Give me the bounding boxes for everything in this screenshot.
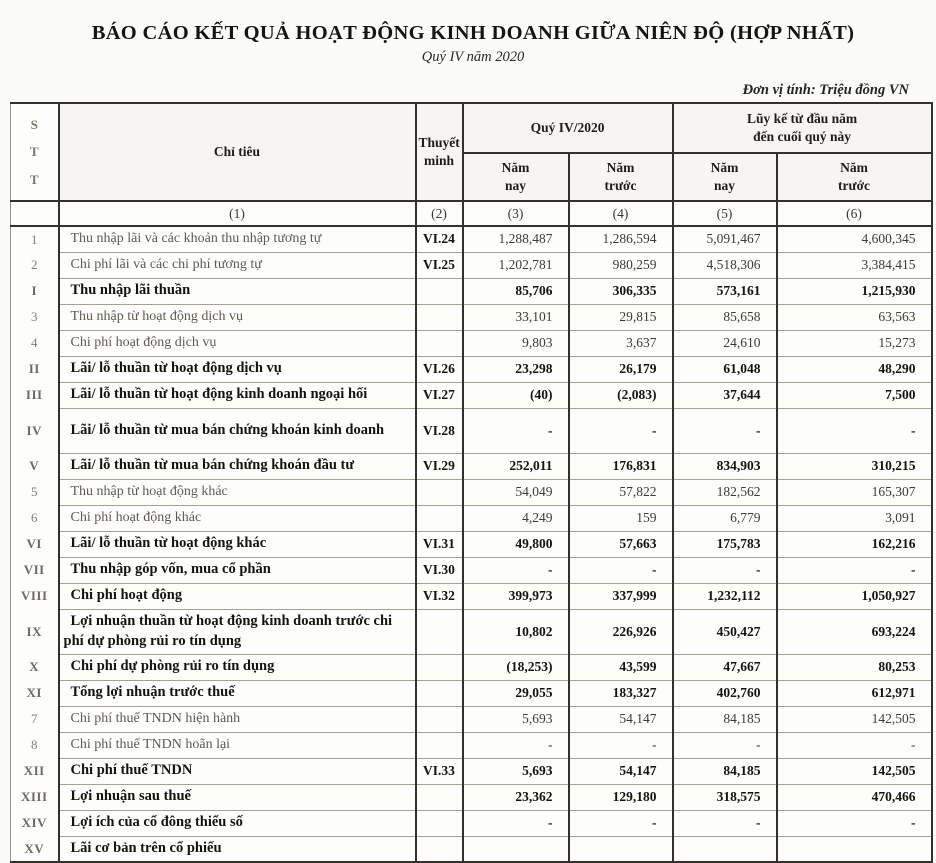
row-value-ytd-prior: 3,384,415	[777, 252, 932, 278]
row-value-quarter-prior: (2,083)	[569, 382, 673, 408]
table-row	[11, 505, 932, 531]
row-note	[416, 278, 463, 304]
row-stt: 7	[11, 706, 59, 732]
header-stt: S T T	[11, 103, 59, 201]
row-stt: 1	[11, 226, 59, 252]
row-note: VI.27	[416, 382, 463, 408]
row-note	[416, 654, 463, 680]
row-note: VI.33	[416, 758, 463, 784]
row-value-quarter-prior: 306,335	[569, 278, 673, 304]
table-row	[11, 557, 932, 583]
row-stt: XIII	[11, 784, 59, 810]
col-number-2: (2)	[416, 201, 463, 226]
column-number-row	[11, 201, 932, 226]
unit-note: Đơn vị tính: Triệu đồng VN	[742, 82, 909, 98]
row-note	[416, 479, 463, 505]
table-row	[11, 583, 932, 609]
row-value-quarter-current: 29,055	[463, 680, 569, 706]
row-value-quarter-current: 23,362	[463, 784, 569, 810]
table-row	[11, 732, 932, 758]
row-note	[416, 784, 463, 810]
row-stt: 2	[11, 252, 59, 278]
row-value-quarter-current: (40)	[463, 382, 569, 408]
row-value-ytd-prior: 1,215,930	[777, 278, 932, 304]
row-note: VI.25	[416, 252, 463, 278]
row-value-ytd-current: 834,903	[673, 453, 777, 479]
row-stt: XV	[11, 836, 59, 862]
row-stt: IV	[11, 408, 59, 453]
row-stt: IX	[11, 609, 59, 654]
row-value-ytd-prior: 142,505	[777, 758, 932, 784]
row-value-quarter-prior: 57,822	[569, 479, 673, 505]
row-value-quarter-current: 85,706	[463, 278, 569, 304]
row-value-quarter-prior: 54,147	[569, 758, 673, 784]
row-label: Lãi/ lỗ thuần từ hoạt động dịch vụ	[59, 356, 416, 382]
row-stt: 5	[11, 479, 59, 505]
row-label: Lãi/ lỗ thuần từ hoạt động khác	[59, 531, 416, 557]
row-value-quarter-current: 4,249	[463, 505, 569, 531]
table-row	[11, 836, 932, 862]
row-value-quarter-prior: 226,926	[569, 609, 673, 654]
row-value-quarter-current: (18,253)	[463, 654, 569, 680]
row-note: VI.29	[416, 453, 463, 479]
row-value-quarter-current: 9,803	[463, 330, 569, 356]
row-value-quarter-current: 49,800	[463, 531, 569, 557]
row-note	[416, 706, 463, 732]
row-value-quarter-prior: 54,147	[569, 706, 673, 732]
row-value-ytd-prior	[777, 836, 932, 862]
table-row	[11, 304, 932, 330]
row-value-ytd-current: 61,048	[673, 356, 777, 382]
row-stt: III	[11, 382, 59, 408]
row-stt: 4	[11, 330, 59, 356]
row-note	[416, 680, 463, 706]
row-stt: VII	[11, 557, 59, 583]
table-row	[11, 382, 932, 408]
row-value-ytd-current: 5,091,467	[673, 226, 777, 252]
header-empty-cell	[11, 201, 59, 226]
row-label: Lợi ích của cổ đông thiểu số	[59, 810, 416, 836]
row-value-quarter-current: 1,288,487	[463, 226, 569, 252]
table-row	[11, 531, 932, 557]
header-chi-tieu: Chỉ tiêu	[59, 103, 416, 201]
table-header	[11, 103, 932, 226]
row-stt: V	[11, 453, 59, 479]
row-value-quarter-current: 399,973	[463, 583, 569, 609]
header-q-prior-year: Năm trước	[569, 153, 673, 201]
table-body	[11, 226, 932, 862]
row-value-quarter-prior: -	[569, 732, 673, 758]
row-value-ytd-prior: 612,971	[777, 680, 932, 706]
row-value-ytd-current: 37,644	[673, 382, 777, 408]
row-value-ytd-prior: 4,600,345	[777, 226, 932, 252]
report-subtitle: Quý IV năm 2020	[421, 49, 525, 65]
header-thuyet-minh: Thuyết minh	[416, 103, 463, 201]
table-row	[11, 278, 932, 304]
row-value-ytd-prior: -	[777, 810, 932, 836]
row-value-quarter-current: 5,693	[463, 758, 569, 784]
row-value-quarter-current: 23,298	[463, 356, 569, 382]
row-stt: 3	[11, 304, 59, 330]
row-label: Thu nhập góp vốn, mua cổ phần	[59, 557, 416, 583]
row-value-ytd-current: -	[673, 408, 777, 453]
row-value-ytd-current	[673, 836, 777, 862]
row-value-ytd-prior: -	[777, 732, 932, 758]
row-value-quarter-current: -	[463, 408, 569, 453]
report-title: BÁO CÁO KẾT QUẢ HOẠT ĐỘNG KINH DOANH GIỮA NIÊN ĐỘ (HỢP NHẤT)	[91, 22, 855, 44]
row-value-quarter-prior: 980,259	[569, 252, 673, 278]
row-stt: 8	[11, 732, 59, 758]
row-value-quarter-prior: 26,179	[569, 356, 673, 382]
row-label: Chi phí thuế TNDN hiện hành	[59, 706, 416, 732]
row-value-ytd-prior: -	[777, 557, 932, 583]
row-label: Chi phí hoạt động	[59, 583, 416, 609]
row-stt: VI	[11, 531, 59, 557]
row-note	[416, 330, 463, 356]
row-value-ytd-current: 573,161	[673, 278, 777, 304]
row-value-ytd-current: 6,779	[673, 505, 777, 531]
row-label: Chi phí hoạt động khác	[59, 505, 416, 531]
row-value-quarter-current: -	[463, 557, 569, 583]
row-label: Thu nhập lãi thuần	[59, 278, 416, 304]
row-value-quarter-prior: -	[569, 408, 673, 453]
table-row	[11, 453, 932, 479]
row-label: Lợi nhuận sau thuế	[59, 784, 416, 810]
row-label: Chi phí thuế TNDN hoãn lại	[59, 732, 416, 758]
row-label: Chi phí dự phòng rủi ro tín dụng	[59, 654, 416, 680]
row-value-ytd-current: -	[673, 810, 777, 836]
row-value-quarter-prior: 29,815	[569, 304, 673, 330]
table-row	[11, 252, 932, 278]
row-value-ytd-current: 84,185	[673, 706, 777, 732]
row-value-quarter-current: 1,202,781	[463, 252, 569, 278]
row-label: Chi phí hoạt động dịch vụ	[59, 330, 416, 356]
row-value-quarter-prior: 57,663	[569, 531, 673, 557]
row-value-ytd-current: 318,575	[673, 784, 777, 810]
table-row	[11, 330, 932, 356]
row-value-ytd-prior: 310,215	[777, 453, 932, 479]
row-value-quarter-prior: 159	[569, 505, 673, 531]
row-value-ytd-current: 47,667	[673, 654, 777, 680]
row-value-ytd-prior: 693,224	[777, 609, 932, 654]
row-value-quarter-current: 33,101	[463, 304, 569, 330]
table-row	[11, 356, 932, 382]
row-value-quarter-current	[463, 836, 569, 862]
row-label: Thu nhập lãi và các khoản thu nhập tương tự	[59, 226, 416, 252]
row-value-quarter-prior: -	[569, 810, 673, 836]
table-row	[11, 706, 932, 732]
row-value-ytd-current: 402,760	[673, 680, 777, 706]
row-value-quarter-current: 10,802	[463, 609, 569, 654]
row-value-ytd-current: 175,783	[673, 531, 777, 557]
row-stt: II	[11, 356, 59, 382]
row-note: VI.30	[416, 557, 463, 583]
row-stt: 6	[11, 505, 59, 531]
row-value-ytd-current: 85,658	[673, 304, 777, 330]
row-note: VI.31	[416, 531, 463, 557]
row-value-ytd-prior: 470,466	[777, 784, 932, 810]
row-stt: XIV	[11, 810, 59, 836]
row-note	[416, 810, 463, 836]
header-group-quarter: Quý IV/2020	[463, 103, 673, 153]
row-label: Lãi cơ bản trên cổ phiếu	[59, 836, 416, 862]
row-stt: X	[11, 654, 59, 680]
row-value-ytd-prior: 7,500	[777, 382, 932, 408]
table-row	[11, 680, 932, 706]
row-value-ytd-prior: 165,307	[777, 479, 932, 505]
row-value-ytd-prior: 63,563	[777, 304, 932, 330]
header-ytd-prior-year: Năm trước	[777, 153, 932, 201]
row-value-ytd-current: 24,610	[673, 330, 777, 356]
col-number-6: (6)	[777, 201, 932, 226]
row-note: VI.26	[416, 356, 463, 382]
row-value-ytd-prior: 15,273	[777, 330, 932, 356]
row-label: Thu nhập từ hoạt động khác	[59, 479, 416, 505]
row-value-ytd-prior: 162,216	[777, 531, 932, 557]
row-value-quarter-current: 54,049	[463, 479, 569, 505]
row-label: Lãi/ lỗ thuần từ mua bán chứng khoán kinh doanh	[59, 408, 416, 453]
col-number-1: (1)	[59, 201, 416, 226]
table-row	[11, 758, 932, 784]
row-value-ytd-prior: 3,091	[777, 505, 932, 531]
row-label: Chi phí lãi và các chi phí tương tự	[59, 252, 416, 278]
row-value-quarter-prior: 337,999	[569, 583, 673, 609]
col-number-4: (4)	[569, 201, 673, 226]
row-value-quarter-prior: 129,180	[569, 784, 673, 810]
table-row	[11, 810, 932, 836]
col-number-5: (5)	[673, 201, 777, 226]
header-group-cumulative: Lũy kế từ đầu năm đến cuối quý này	[673, 103, 932, 153]
table-row	[11, 408, 932, 453]
row-value-ytd-prior: 1,050,927	[777, 583, 932, 609]
row-label: Lợi nhuận thuần từ hoạt động kinh doanh trước chi phí dự phòng rủi ro tín dụng	[59, 609, 416, 654]
row-stt: XII	[11, 758, 59, 784]
row-value-quarter-prior: 3,637	[569, 330, 673, 356]
table-row	[11, 654, 932, 680]
row-note: VI.32	[416, 583, 463, 609]
row-label: Thu nhập từ hoạt động dịch vụ	[59, 304, 416, 330]
table-row	[11, 479, 932, 505]
row-value-quarter-current: -	[463, 810, 569, 836]
header-q-current-year: Năm nay	[463, 153, 569, 201]
row-value-quarter-prior: 1,286,594	[569, 226, 673, 252]
table-row	[11, 226, 932, 252]
row-value-ytd-current: 84,185	[673, 758, 777, 784]
row-value-quarter-current: 5,693	[463, 706, 569, 732]
row-value-ytd-current: -	[673, 557, 777, 583]
row-label: Tổng lợi nhuận trước thuế	[59, 680, 416, 706]
row-value-ytd-current: 1,232,112	[673, 583, 777, 609]
row-value-ytd-prior: 48,290	[777, 356, 932, 382]
row-value-quarter-prior: 183,327	[569, 680, 673, 706]
table-row	[11, 784, 932, 810]
row-value-ytd-current: 182,562	[673, 479, 777, 505]
row-note: VI.24	[416, 226, 463, 252]
row-value-ytd-prior: 80,253	[777, 654, 932, 680]
row-value-quarter-prior	[569, 836, 673, 862]
row-note	[416, 304, 463, 330]
row-value-quarter-prior: 176,831	[569, 453, 673, 479]
row-note	[416, 609, 463, 654]
row-label: Lãi/ lỗ thuần từ hoạt động kinh doanh ngoại hối	[59, 382, 416, 408]
income-statement-table	[10, 102, 933, 863]
row-stt: I	[11, 278, 59, 304]
row-note	[416, 836, 463, 862]
row-value-ytd-current: -	[673, 732, 777, 758]
row-note	[416, 732, 463, 758]
row-value-ytd-prior: -	[777, 408, 932, 453]
row-value-ytd-prior: 142,505	[777, 706, 932, 732]
table-row	[11, 609, 932, 654]
row-note: VI.28	[416, 408, 463, 453]
row-stt: VIII	[11, 583, 59, 609]
row-label: Chi phí thuế TNDN	[59, 758, 416, 784]
row-stt: XI	[11, 680, 59, 706]
row-value-quarter-current: -	[463, 732, 569, 758]
row-value-quarter-current: 252,011	[463, 453, 569, 479]
row-label: Lãi/ lỗ thuần từ mua bán chứng khoán đầu tư	[59, 453, 416, 479]
row-value-ytd-current: 450,427	[673, 609, 777, 654]
row-value-quarter-prior: 43,599	[569, 654, 673, 680]
col-number-3: (3)	[463, 201, 569, 226]
row-value-ytd-current: 4,518,306	[673, 252, 777, 278]
header-ytd-current-year: Năm nay	[673, 153, 777, 201]
row-value-quarter-prior: -	[569, 557, 673, 583]
row-note	[416, 505, 463, 531]
